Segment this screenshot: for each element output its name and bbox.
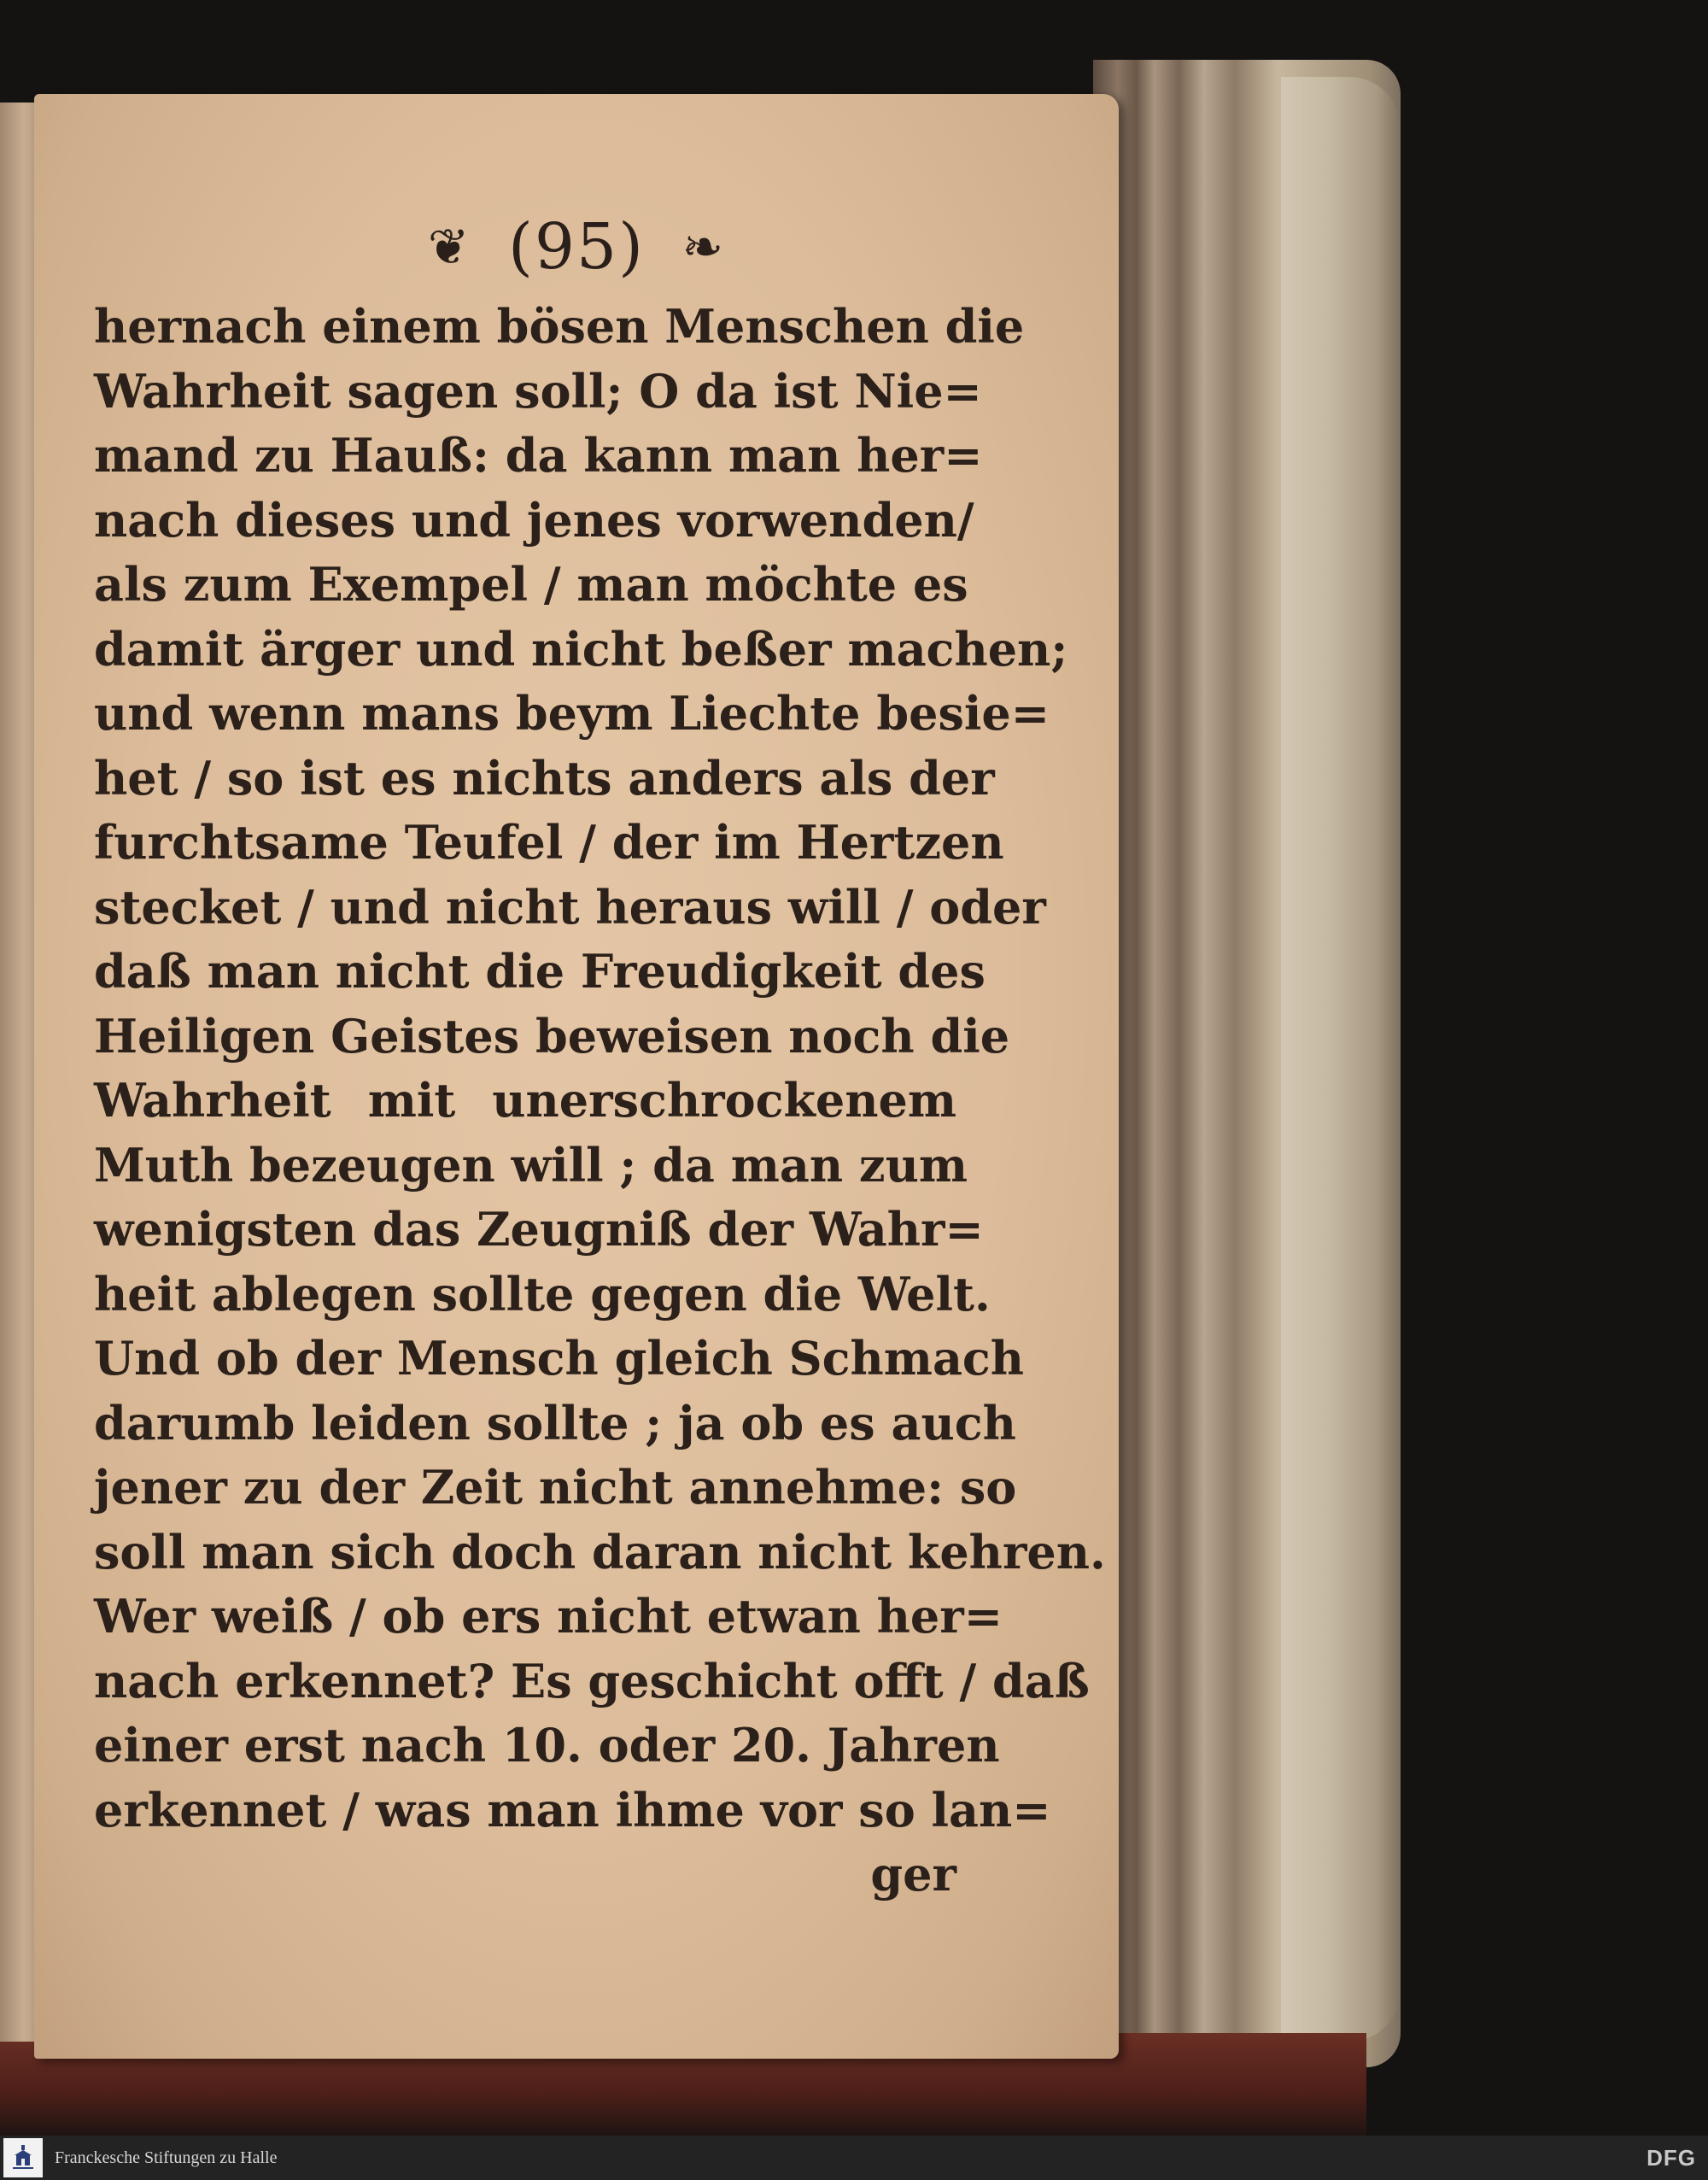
logo-glyph [10,2143,36,2172]
book-page [34,94,1119,2059]
institution-name[interactable]: Franckesche Stiftungen zu Halle [55,2148,278,2167]
text-line: wenigsten das Zeugniß der Wahr= [94,1202,984,1257]
left-page-sliver [0,103,38,2042]
text-line: erkennet / was man ihme vor so lan= [94,1782,1051,1837]
text-line: und wenn mans beym Liechte besie= [94,686,1050,741]
ornament-left-icon: ❦ [427,217,471,276]
text-line: als zum Exempel / man möchte es [94,557,968,612]
text-line: mand zu Hauß: da kann man her= [94,428,983,483]
text-line: Und ob der Mensch gleich Schmach [94,1331,1025,1386]
text-line: nach erkennet? Es geschicht offt / daß [94,1653,1090,1708]
text-line: Wahrheit sagen soll; O da ist Nie= [94,363,982,419]
book-cover-edge [1281,77,1401,2042]
text-line: hernach einem bösen Menschen die [94,299,1025,354]
text-line: furchtsame Teufel / der im Hertzen [94,815,1004,870]
text-line: daß man nicht die Freudigkeit des [94,944,986,999]
text-line: Wahrheit mit unerschrockenem [94,1073,956,1128]
text-line: heit ablegen sollte gegen die Welt. [94,1266,991,1321]
catchword: ger [870,1847,956,1902]
text-line: soll man sich doch daran nicht kehren. [94,1524,1106,1579]
page-number: (95) [508,209,645,284]
text-line: einer erst nach 10. oder 20. Jahren [94,1718,1000,1773]
text-line: stecket / und nicht heraus will / oder [94,879,1046,935]
text-line: jener zu der Zeit nicht annehme: so [94,1460,1017,1515]
text-line: nach dieses und jenes vorwenden/ [94,492,974,548]
page-text [94,295,1106,1908]
text-line: damit ärger und nicht beßer machen; [94,621,1068,677]
text-line: Muth bezeugen will ; da man zum [94,1137,968,1193]
page-header [34,205,1119,284]
footer-bar [0,2136,1708,2180]
text-line: het / so ist es nichts anders als der [94,750,995,806]
text-line: Wer weiß / ob ers nicht etwan her= [94,1589,1003,1644]
ornament-right-icon: ❧ [681,217,726,276]
franckesche-stiftungen-logo-icon[interactable] [3,2138,43,2177]
dfg-logo[interactable]: DFG [1647,2144,1696,2171]
text-line: darumb leiden sollte ; ja ob es auch [94,1395,1016,1450]
text-line: Heiligen Geistes beweisen noch die [94,1008,1010,1064]
